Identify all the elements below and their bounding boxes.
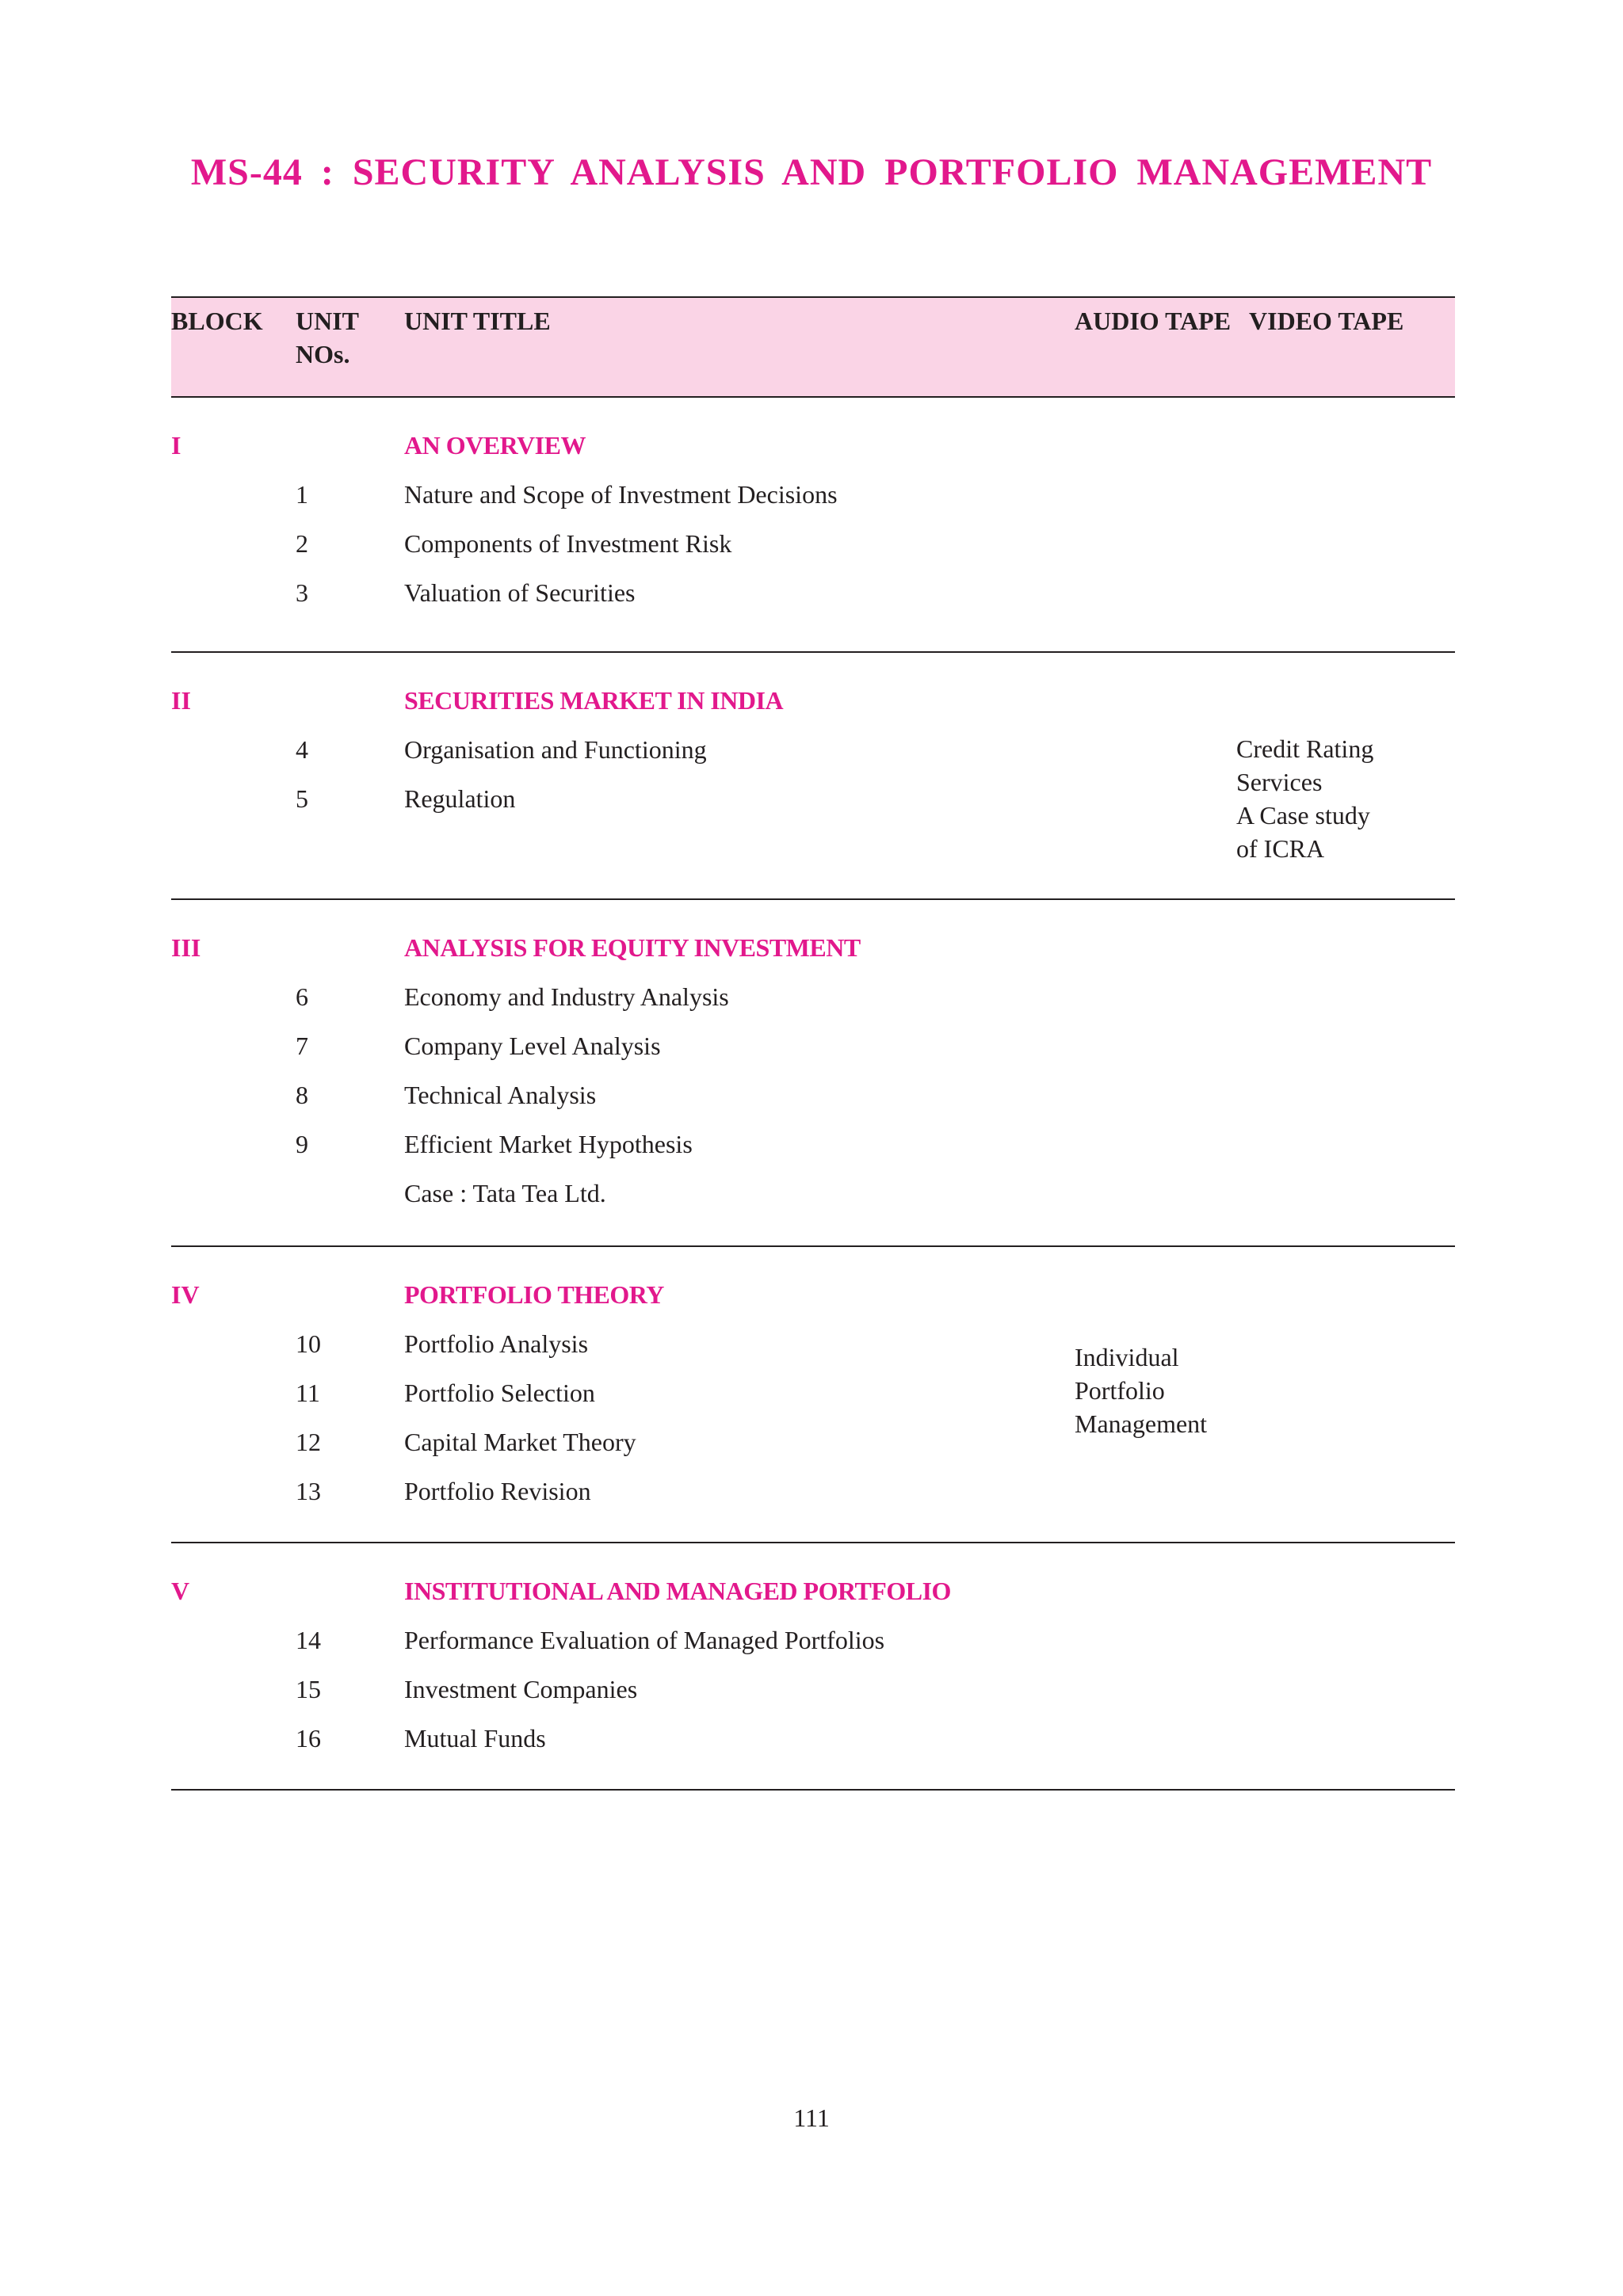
header-video-tape: VIDEO TAPE (1249, 307, 1404, 335)
video-tape-line: Services (1236, 768, 1323, 796)
video-tape-line: of ICRA (1236, 834, 1325, 863)
unit-row (171, 981, 1281, 1013)
unit-number: 15 (296, 1675, 321, 1703)
unit-row (171, 1722, 1281, 1754)
header-unit-title: UNIT TITLE (404, 307, 551, 335)
unit-number: 9 (296, 1130, 308, 1158)
unit-row (171, 734, 1281, 765)
unit-row (171, 1177, 1281, 1209)
unit-number: 2 (296, 529, 308, 558)
unit-number: 16 (296, 1724, 321, 1753)
unit-title: Company Level Analysis (404, 1032, 661, 1060)
block-label: III (171, 933, 201, 962)
unit-title: Case : Tata Tea Ltd. (404, 1179, 606, 1207)
unit-row (171, 1624, 1281, 1656)
block-label: II (171, 686, 191, 715)
page-number: 111 (793, 2103, 830, 2132)
block-i (171, 398, 1455, 653)
unit-number: 11 (296, 1379, 320, 1407)
video-tape-line: A Case study (1236, 801, 1370, 830)
audio-tape-line: Management (1075, 1409, 1208, 1438)
block-title: INSTITUTIONAL AND MANAGED PORTFOLIO (404, 1577, 951, 1605)
unit-title: Valuation of Securities (404, 578, 636, 607)
unit-number: 6 (296, 982, 308, 1011)
unit-number: 12 (296, 1428, 321, 1456)
block-v (171, 1543, 1455, 1791)
unit-number: 3 (296, 578, 308, 607)
audio-tape-line: Individual (1075, 1343, 1179, 1371)
unit-title: Capital Market Theory (404, 1428, 636, 1456)
unit-title: Portfolio Revision (404, 1477, 591, 1505)
unit-title: Regulation (404, 784, 516, 813)
audio-tape-entry (1075, 1341, 1207, 1440)
unit-title: Performance Evaluation of Managed Portfolios (404, 1626, 885, 1654)
block-title: PORTFOLIO THEORY (404, 1280, 664, 1309)
header-unit-nos (296, 304, 391, 371)
unit-number: 4 (296, 735, 308, 764)
unit-row (171, 1673, 1281, 1705)
unit-number: 13 (296, 1477, 321, 1505)
block-ii (171, 653, 1455, 900)
unit-number: 14 (296, 1626, 321, 1654)
unit-title: Portfolio Analysis (404, 1329, 589, 1358)
page-title: MS-44 : SECURITY ANALYSIS AND PORTFOLIO MANAGEMENT (190, 151, 1433, 193)
unit-title: Components of Investment Risk (404, 529, 732, 558)
unit-number: 1 (296, 480, 308, 509)
course-table (171, 296, 1455, 1791)
video-tape-entry (1236, 732, 1373, 865)
unit-row (171, 1128, 1281, 1160)
unit-row (171, 1030, 1281, 1062)
block-label: I (171, 431, 181, 460)
header-unit-line2: NOs. (296, 340, 350, 368)
video-tape-line: Credit Rating (1236, 734, 1374, 763)
unit-row (171, 577, 1281, 608)
header-audio-tape: AUDIO TAPE (1075, 307, 1232, 335)
header-block: BLOCK (171, 307, 263, 335)
unit-row (171, 783, 1281, 814)
unit-number: 7 (296, 1032, 308, 1060)
block-title: SECURITIES MARKET IN INDIA (404, 686, 784, 715)
unit-row (171, 479, 1281, 510)
unit-number: 10 (296, 1329, 321, 1358)
block-title: AN OVERVIEW (404, 431, 586, 460)
block-label: IV (171, 1280, 200, 1309)
table-header (171, 296, 1455, 398)
unit-title: Efficient Market Hypothesis (404, 1130, 693, 1158)
block-iv (171, 1247, 1455, 1543)
unit-number: 5 (296, 784, 308, 813)
block-title: ANALYSIS FOR EQUITY INVESTMENT (404, 933, 861, 962)
header-unit-line1: UNIT (296, 307, 360, 335)
unit-row (171, 1079, 1281, 1111)
unit-number: 8 (296, 1081, 308, 1109)
audio-tape-line: Portfolio (1075, 1376, 1165, 1405)
unit-title: Investment Companies (404, 1675, 638, 1703)
unit-row (171, 528, 1281, 559)
block-label: V (171, 1577, 190, 1605)
unit-title: Nature and Scope of Investment Decisions (404, 480, 838, 509)
unit-title: Organisation and Functioning (404, 735, 707, 764)
unit-title: Economy and Industry Analysis (404, 982, 729, 1011)
unit-title: Portfolio Selection (404, 1379, 595, 1407)
block-iii (171, 900, 1455, 1247)
unit-row (171, 1475, 1281, 1507)
unit-title: Technical Analysis (404, 1081, 597, 1109)
unit-title: Mutual Funds (404, 1724, 546, 1753)
